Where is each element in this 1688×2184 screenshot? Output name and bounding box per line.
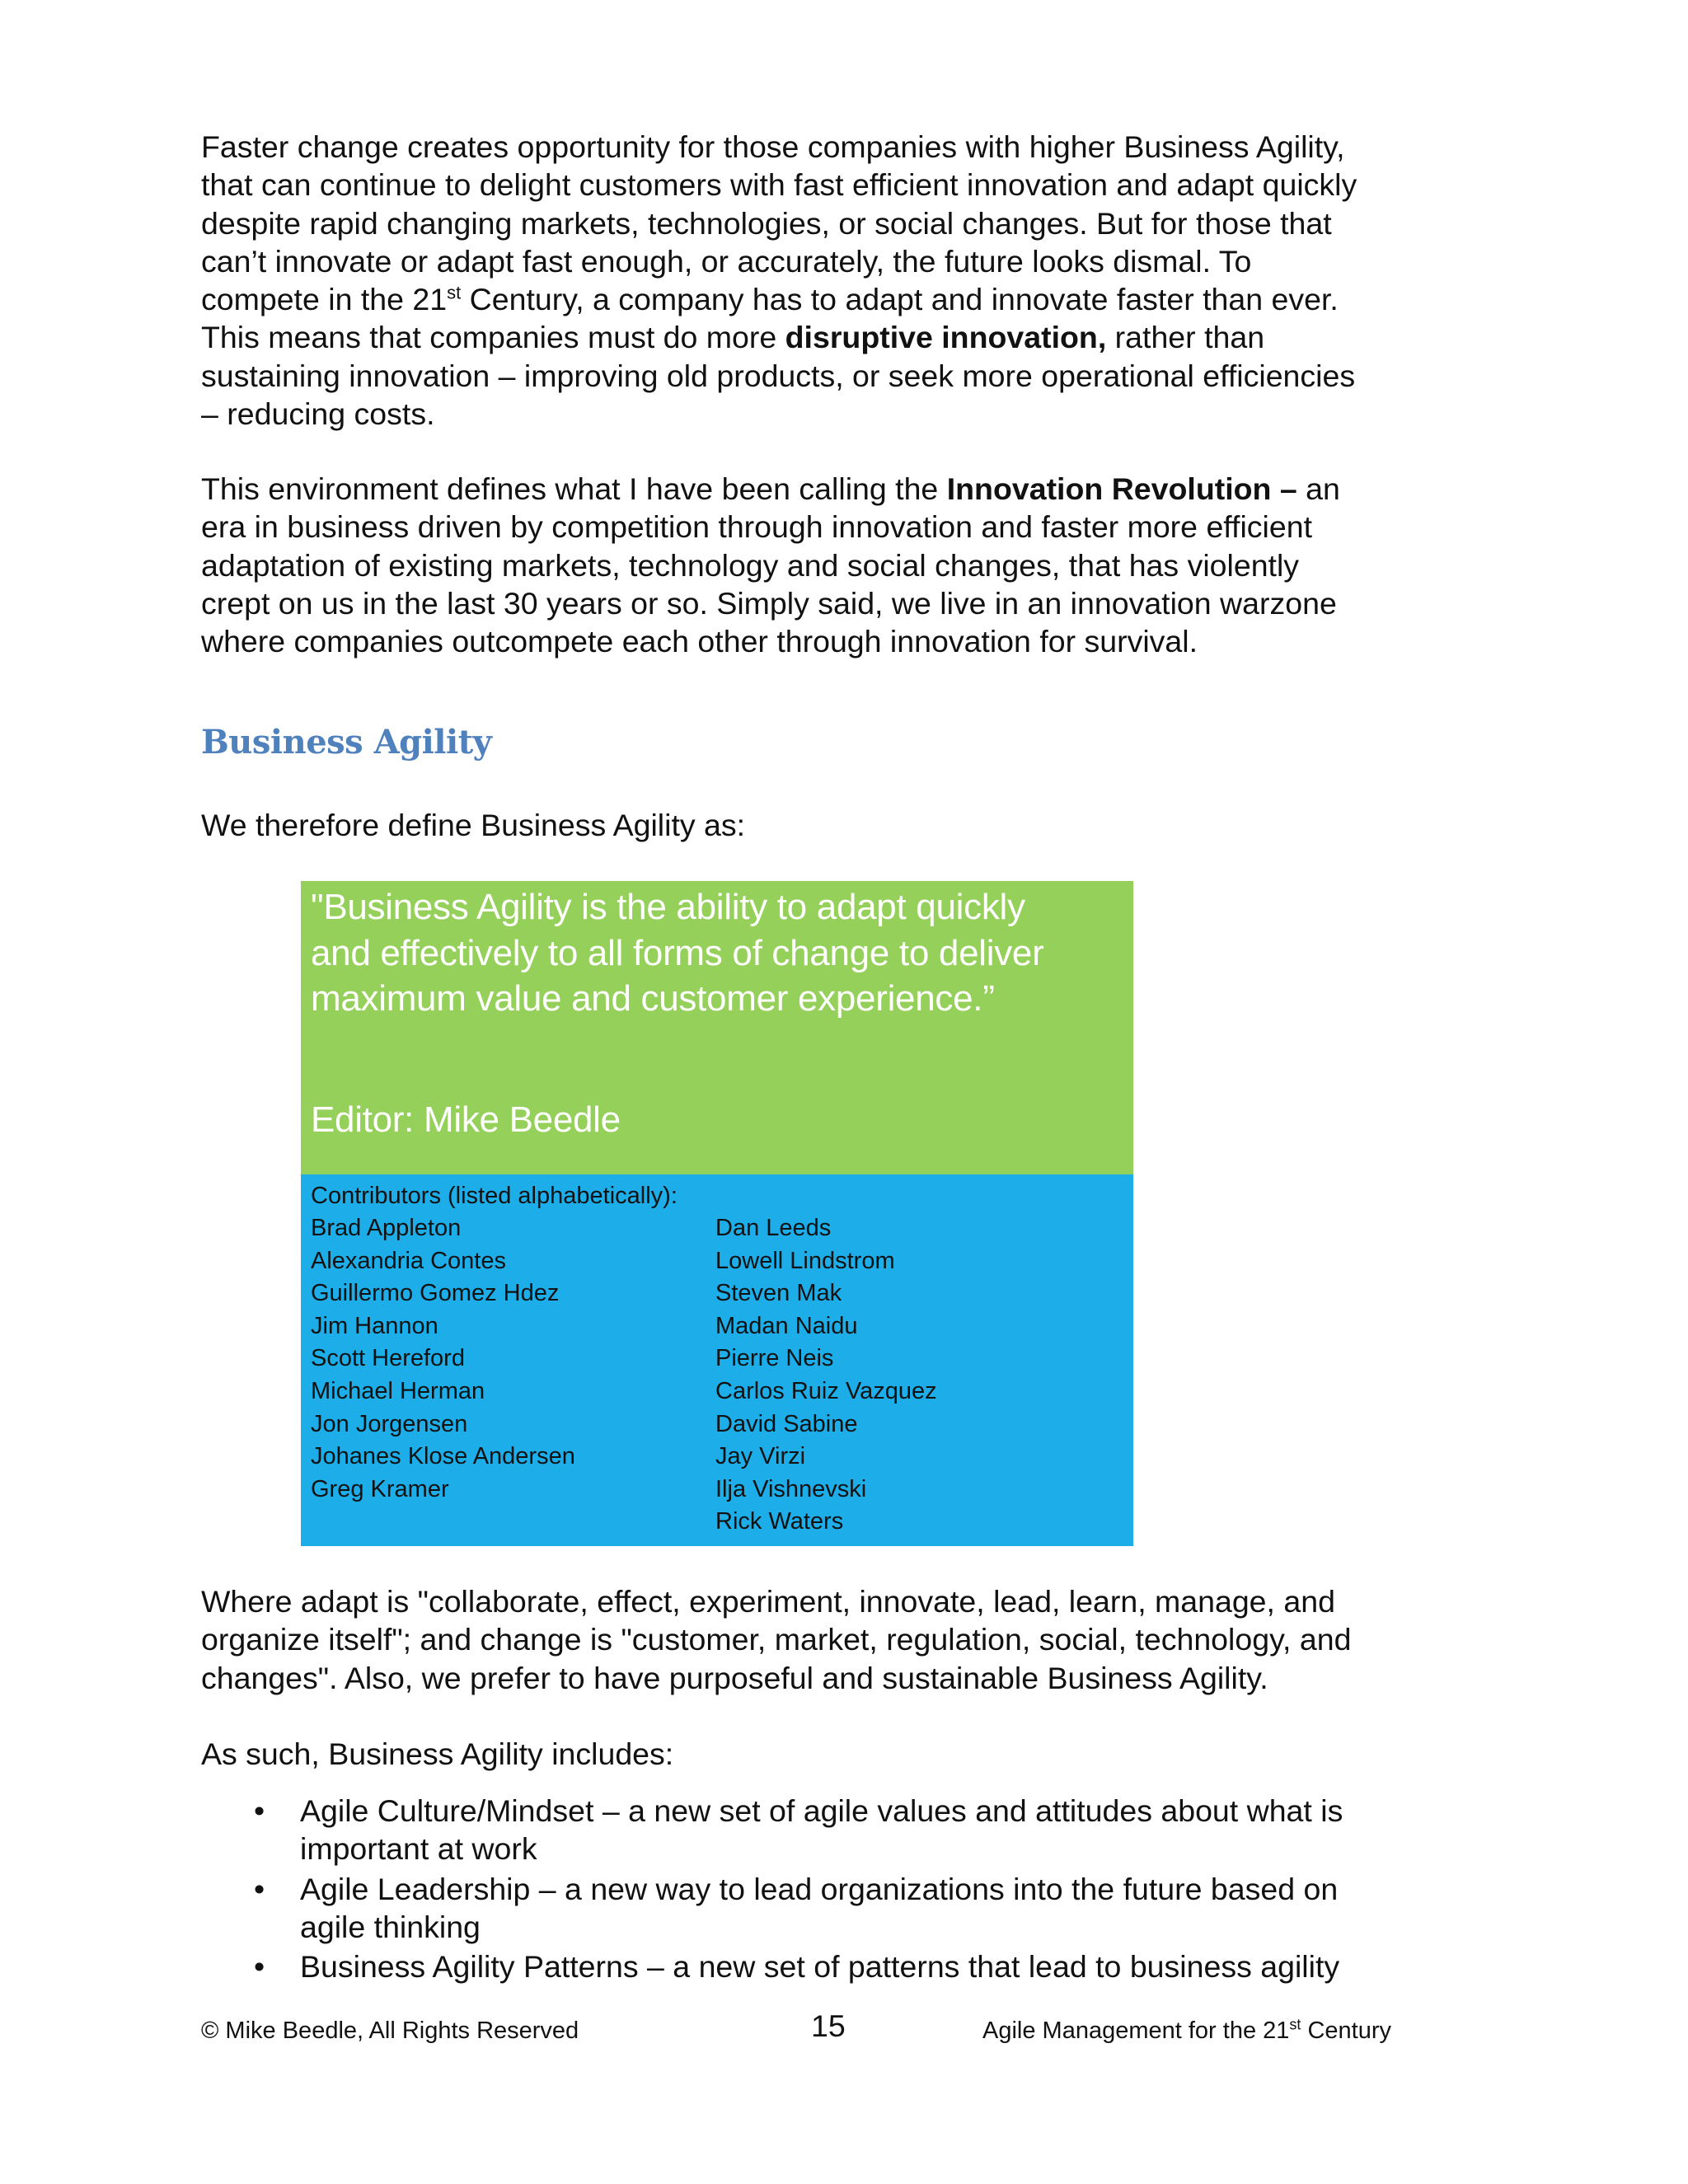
text-line: crept on us in the last 30 years or so. Simply said, we live in an innovation warzone — [201, 585, 1337, 621]
text-line: rather than — [1106, 320, 1265, 355]
quote-line: maximum value and customer experience.” — [311, 978, 995, 1019]
text-line: adaptation of existing markets, technology and social changes, that has violently — [201, 547, 1300, 583]
text-line: This means that companies must do more — [201, 320, 785, 355]
footer-book-title — [982, 2014, 1391, 2047]
contributor-name: Rick Waters — [715, 1508, 844, 1535]
text-line: This environment defines what I have been calling the — [201, 471, 947, 506]
contributor-name: Madan Naidu — [715, 1312, 858, 1339]
contributor-name: Jay Virzi — [715, 1443, 806, 1470]
footer-left-text: Mike Beedle, All Rights Reserved — [218, 2018, 579, 2044]
contributor-name: Jon Jorgensen — [311, 1410, 468, 1437]
text-line: era in business driven by competition through innovation and faster more efficient — [201, 509, 1313, 545]
bold-term: Innovation Revolution – — [946, 471, 1297, 506]
quote-editor: Editor: Mike Beedle — [311, 1099, 621, 1140]
contributor-name: David Sabine — [715, 1410, 858, 1437]
contributor-name: Brad Appleton — [311, 1215, 462, 1241]
bullet-icon: • — [254, 1949, 265, 1985]
text-line: agile thinking — [300, 1909, 481, 1944]
text-line: can’t innovate or adapt fast enough, or accurately, the future looks dismal. To — [201, 243, 1252, 279]
text-line: despite rapid changing markets, technologies, or social changes. But for those that — [201, 205, 1332, 241]
contributor-name: Pierre Neis — [715, 1345, 834, 1372]
superscript: st — [1289, 2016, 1301, 2033]
paragraph-innovation-revolution — [201, 470, 1487, 660]
contributor-name: Steven Mak — [715, 1280, 842, 1307]
superscript: st — [447, 282, 462, 303]
contributor-name: Ilja Vishnevski — [715, 1475, 867, 1502]
contributors-column-left — [311, 1212, 575, 1506]
page-number: 15 — [811, 2008, 846, 2043]
bullet-icon: • — [254, 1793, 265, 1828]
definition-intro — [201, 806, 1487, 844]
list-item — [201, 1792, 1487, 1868]
definition-quote-box — [301, 881, 1133, 1174]
text-line: As such, Business Agility includes: — [201, 1736, 674, 1771]
text-line: compete in the 21 — [201, 282, 448, 317]
text-line: Agile Culture/Mindset – a new set of agile values and attitudes about what is — [300, 1793, 1343, 1828]
text-line: that can continue to delight customers with fast efficient innovation and adapt quickly — [201, 167, 1357, 203]
definition-quote-text — [311, 884, 1118, 1022]
text-line: where companies outcompete each other through innovation for survival. — [201, 624, 1198, 659]
footer-right-text: Agile Management for the 21 — [982, 2018, 1290, 2044]
contributors-column-right — [715, 1212, 937, 1539]
section-heading: Business Agility — [201, 723, 492, 762]
quote-line: "Business Agility is the ability to adapt quickly — [311, 887, 1025, 927]
text-line: an — [1296, 471, 1340, 506]
text-line: We therefore define Business Agility as: — [201, 808, 746, 842]
bullet-icon: • — [254, 1871, 265, 1906]
text-line: Agile Leadership – a new way to lead organizations into the future based on — [300, 1871, 1339, 1906]
contributor-name: Jim Hannon — [311, 1312, 438, 1339]
includes-intro — [201, 1735, 1487, 1773]
text-line: organize itself"; and change is "customer, market, regulation, social, technology, and — [201, 1622, 1352, 1657]
list-item — [201, 1947, 1487, 1985]
contributors-title: Contributors (listed alphabetically): — [311, 1183, 678, 1209]
text-line: – reducing costs. — [201, 396, 435, 432]
contributor-name: Carlos Ruiz Vazquez — [715, 1377, 937, 1404]
footer-right-text: Century — [1301, 2018, 1392, 2044]
copyright-icon: © — [201, 2018, 219, 2044]
contributor-name: Lowell Lindstrom — [715, 1247, 895, 1274]
text-line: sustaining innovation – improving old products, or seek more operational efficiencies — [201, 358, 1356, 393]
contributor-name: Johanes Klose Andersen — [311, 1443, 575, 1470]
contributor-name: Guillermo Gomez Hdez — [311, 1280, 560, 1307]
contributor-name: Greg Kramer — [311, 1475, 449, 1502]
text-line: important at work — [300, 1831, 537, 1867]
list-item — [201, 1870, 1487, 1947]
paragraph-adapt-change-definition — [201, 1582, 1487, 1697]
bold-term: disruptive innovation, — [785, 320, 1107, 355]
contributor-name: Dan Leeds — [715, 1215, 832, 1241]
contributor-name: Scott Hereford — [311, 1345, 465, 1372]
paragraph-business-agility-opportunity — [201, 128, 1487, 433]
text-line: changes". Also, we prefer to have purposeful and sustainable Business Agility. — [201, 1660, 1268, 1695]
contributors-box — [301, 1174, 1133, 1546]
text-line: Century, a company has to adapt and innovate faster than ever. — [461, 282, 1339, 317]
contributor-name: Michael Herman — [311, 1377, 485, 1404]
footer-copyright — [201, 2014, 579, 2047]
text-line: Faster change creates opportunity for those companies with higher Business Agility, — [201, 129, 1345, 164]
contributor-name: Alexandria Contes — [311, 1247, 506, 1274]
quote-line: and effectively to all forms of change to deliver — [311, 932, 1044, 973]
bullet-list — [201, 1792, 1487, 1987]
text-line: Business Agility Patterns – a new set of patterns that lead to business agility — [300, 1949, 1340, 1985]
text-line: Where adapt is "collaborate, effect, experiment, innovate, lead, learn, manage, and — [201, 1584, 1335, 1619]
